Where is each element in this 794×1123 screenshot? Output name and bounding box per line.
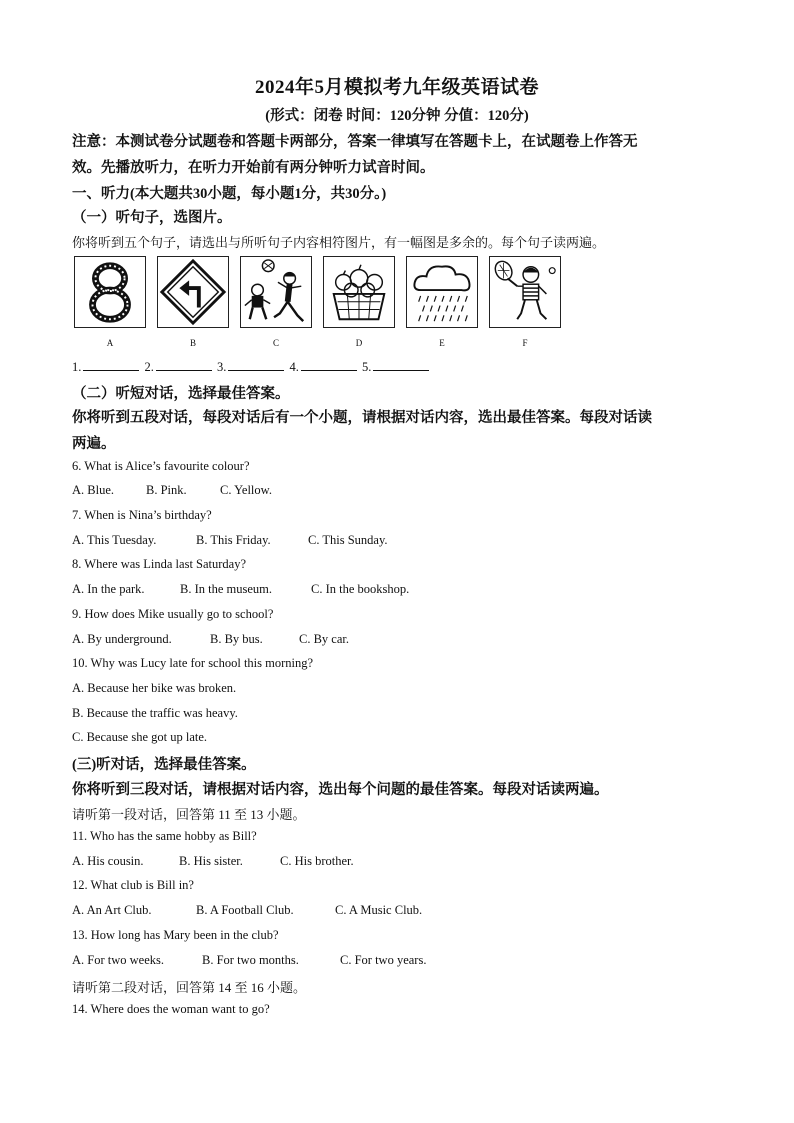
options-11 — [72, 854, 354, 869]
tennis-player-icon — [490, 257, 560, 327]
options-13 — [72, 953, 426, 968]
question-13: 13. How long has Mary been in the club? — [72, 928, 279, 942]
part-2-instruction-2: 两遍。 — [72, 436, 116, 452]
picture-e — [406, 256, 478, 328]
answer-blanks — [72, 360, 431, 375]
option-c[interactable]: C. A Music Club. — [335, 903, 423, 917]
option-c[interactable]: C. For two years. — [340, 953, 427, 967]
picture-c — [240, 256, 312, 328]
notice-line-2: 效。先播放听力，在听力开始前有两分钟听力试音时间。 — [72, 160, 435, 176]
answer-blank[interactable] — [301, 360, 357, 371]
answer-number: 5. — [362, 360, 372, 374]
options-8 — [72, 582, 409, 597]
picture-label-d: D — [355, 338, 363, 348]
picture-a — [74, 256, 146, 328]
part-2-instruction-1: 你将听到五段对话，每段对话后有一个小题，请根据对话内容，选出最佳答案。每段对话读 — [72, 410, 652, 426]
question-11: 11. Who has the same hobby as Bill? — [72, 829, 257, 843]
turn-sign-icon — [158, 257, 228, 327]
notice-line-1: 注意：本测试卷分试题卷和答题卡两部分，答案一律填写在答题卡上，在试题卷上作答无 — [72, 134, 638, 150]
option-a[interactable]: A. His cousin. — [72, 854, 144, 868]
picture-label-f: F — [522, 338, 528, 348]
picture-label-e: E — [439, 338, 445, 348]
fruit-basket-icon — [324, 257, 394, 327]
answer-number: 4. — [289, 360, 299, 374]
picture-d — [323, 256, 395, 328]
answer-blank[interactable] — [373, 360, 429, 371]
option-10-a[interactable]: A. Because her bike was broken. — [72, 681, 237, 695]
option-b[interactable]: B. By bus. — [210, 632, 263, 646]
kids-playing-ball-icon — [241, 257, 311, 327]
option-a[interactable]: A. In the park. — [72, 582, 145, 596]
picture-label-a: A — [106, 338, 114, 348]
question-7: 7. When is Nina’s birthday? — [72, 508, 212, 522]
options-9 — [72, 632, 349, 647]
answer-blank[interactable] — [156, 360, 212, 371]
option-b[interactable]: B. In the museum. — [180, 582, 273, 596]
part-1-title: （一）听句子，选图片。 — [72, 210, 232, 226]
dialogue-1-note: 请听第一段对话，回答第 11 至 13 小题。 — [72, 807, 306, 822]
option-10-b[interactable]: B. Because the traffic was heavy. — [72, 706, 238, 720]
option-b[interactable]: B. This Friday. — [196, 533, 271, 547]
option-a[interactable]: A. An Art Club. — [72, 903, 152, 917]
options-7 — [72, 533, 388, 548]
dialogue-2-note: 请听第二段对话，回答第 14 至 16 小题。 — [72, 980, 307, 995]
part-1-instruction: 你将听到五个句子，请选出与所听句子内容相符图片，有一幅图是多余的。每个句子读两遍。 — [72, 235, 606, 250]
option-a[interactable]: A. By underground. — [72, 632, 172, 646]
picture-label-c: C — [272, 338, 279, 348]
answer-number: 2. — [144, 360, 154, 374]
option-a[interactable]: A. This Tuesday. — [72, 533, 157, 547]
option-b[interactable]: B. For two months. — [202, 953, 299, 967]
question-6: 6. What is Alice’s favourite colour? — [72, 459, 250, 473]
option-c[interactable]: C. In the bookshop. — [311, 582, 410, 596]
picture-b — [157, 256, 229, 328]
option-b[interactable]: B. Pink. — [146, 483, 187, 497]
option-b[interactable]: B. A Football Club. — [196, 903, 294, 917]
option-b[interactable]: B. His sister. — [179, 854, 243, 868]
section-1-title: 一、听力(本大题共30小题，每小题1分，共30分。) — [72, 186, 387, 202]
part-2-title: （二）听短对话，选择最佳答案。 — [72, 386, 290, 402]
answer-blank[interactable] — [228, 360, 284, 371]
picture-f — [489, 256, 561, 328]
question-10: 10. Why was Lucy late for school this morning? — [72, 656, 314, 670]
option-10-c[interactable]: C. Because she got up late. — [72, 730, 208, 744]
question-9: 9. How does Mike usually go to school? — [72, 607, 274, 621]
option-c[interactable]: C. This Sunday. — [308, 533, 388, 547]
question-12: 12. What club is Bill in? — [72, 878, 194, 892]
option-c[interactable]: C. Yellow. — [220, 483, 272, 497]
part-3-title: (三)听对话，选择最佳答案。 — [72, 757, 256, 773]
option-a[interactable]: A. For two weeks. — [72, 953, 165, 967]
options-6 — [72, 483, 272, 498]
answer-blank[interactable] — [83, 360, 139, 371]
answer-number: 3. — [217, 360, 227, 374]
option-c[interactable]: C. By car. — [299, 632, 349, 646]
picture-row — [72, 256, 572, 356]
exam-title: 2024年5月模拟考九年级英语试卷 — [254, 77, 539, 98]
picture-label-b: B — [189, 338, 196, 348]
part-3-instruction: 你将听到三段对话，请根据对话内容，选出每个问题的最佳答案。每段对话读两遍。 — [72, 782, 609, 798]
number-eight-icon — [75, 257, 145, 327]
option-c[interactable]: C. His brother. — [280, 854, 354, 868]
rain-cloud-icon — [407, 257, 477, 327]
answer-number: 1. — [72, 360, 82, 374]
question-8: 8. Where was Linda last Saturday? — [72, 557, 247, 571]
question-14: 14. Where does the woman want to go? — [72, 1002, 270, 1016]
option-a[interactable]: A. Blue. — [72, 483, 115, 497]
exam-subtitle: (形式：闭卷 时间：120分钟 分值：120分) — [265, 108, 529, 124]
options-12 — [72, 903, 422, 918]
